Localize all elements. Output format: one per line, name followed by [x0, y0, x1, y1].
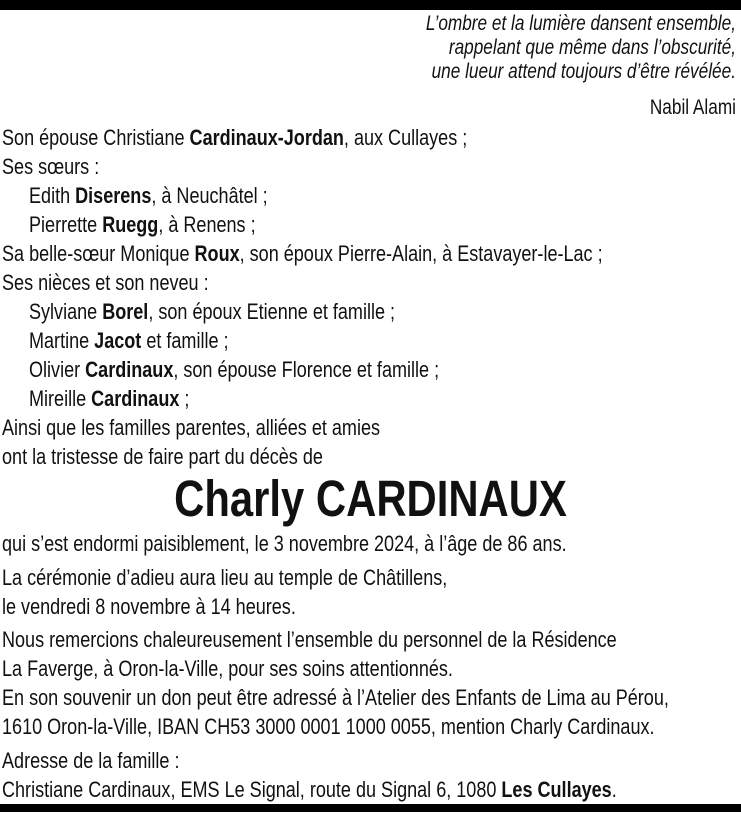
text-line: 1610 Oron-la-Ville, IBAN CH53 3000 0001 1000 0055, mention Charly Cardinaux. — [2, 714, 655, 739]
quote-author-block — [0, 96, 736, 120]
family-list — [2, 123, 741, 471]
text-line: Son épouse Christiane Cardinaux-Jordan, aux Cullayes ; — [2, 125, 468, 150]
text-line: Olivier Cardinaux, son épouse Florence et famille ; — [29, 357, 440, 382]
text-line: Sylviane Borel, son époux Etienne et famille ; — [29, 299, 396, 324]
text-line: Mireille Cardinaux ; — [29, 386, 190, 411]
ceremony-info — [2, 563, 741, 621]
top-border-bar — [0, 0, 741, 10]
text-line: La cérémonie d’adieu aura lieu au temple de Châtillens, — [2, 565, 448, 590]
epigraph-quote — [0, 12, 736, 84]
text-line: La Faverge, à Oron-la-Ville, pour ses soins attentionnés. — [2, 656, 453, 681]
text-line: qui s’est endormi paisiblement, le 3 novembre 2024, à l’âge de 86 ans. — [2, 531, 567, 556]
text-line: Edith Diserens, à Neuchâtel ; — [29, 183, 268, 208]
text-line: le vendredi 8 novembre à 14 heures. — [2, 594, 296, 619]
text-line: Martine Jacot et famille ; — [29, 328, 229, 353]
text-line: rappelant que même dans l’obscurité, — [448, 36, 736, 59]
text-line: Pierrette Ruegg, à Renens ; — [29, 212, 256, 237]
text-line: En son souvenir un don peut être adressé à l’Atelier des Enfants de Lima au Pérou, — [2, 685, 669, 710]
text-line: une lueur attend toujours d’être révélée. — [431, 60, 736, 83]
deceased-name: Charly CARDINAUX — [174, 470, 567, 527]
text-line: Ses sœurs : — [2, 154, 100, 179]
text-line: Ses nièces et son neveu : — [2, 270, 209, 295]
death-statement — [2, 529, 741, 558]
thanks-and-donation-info — [2, 625, 741, 741]
bottom-border-bar — [0, 804, 741, 812]
text-line: ont la tristesse de faire part du décès de — [2, 444, 323, 469]
text-line: Ainsi que les familles parentes, alliées et amies — [2, 415, 381, 440]
quote-author: Nabil Alami — [649, 96, 736, 119]
text-line: Nous remercions chaleureusement l’ensemble du personnel de la Résidence — [2, 627, 617, 652]
text-line: Sa belle-sœur Monique Roux, son époux Pierre-Alain, à Estavayer-le-Lac ; — [2, 241, 603, 266]
family-address — [2, 746, 741, 804]
text-line: Christiane Cardinaux, EMS Le Signal, route du Signal 6, 1080 Les Cullayes. — [2, 777, 617, 802]
text-line: Adresse de la famille : — [2, 748, 180, 773]
text-line: L’ombre et la lumière dansent ensemble, — [425, 12, 736, 35]
